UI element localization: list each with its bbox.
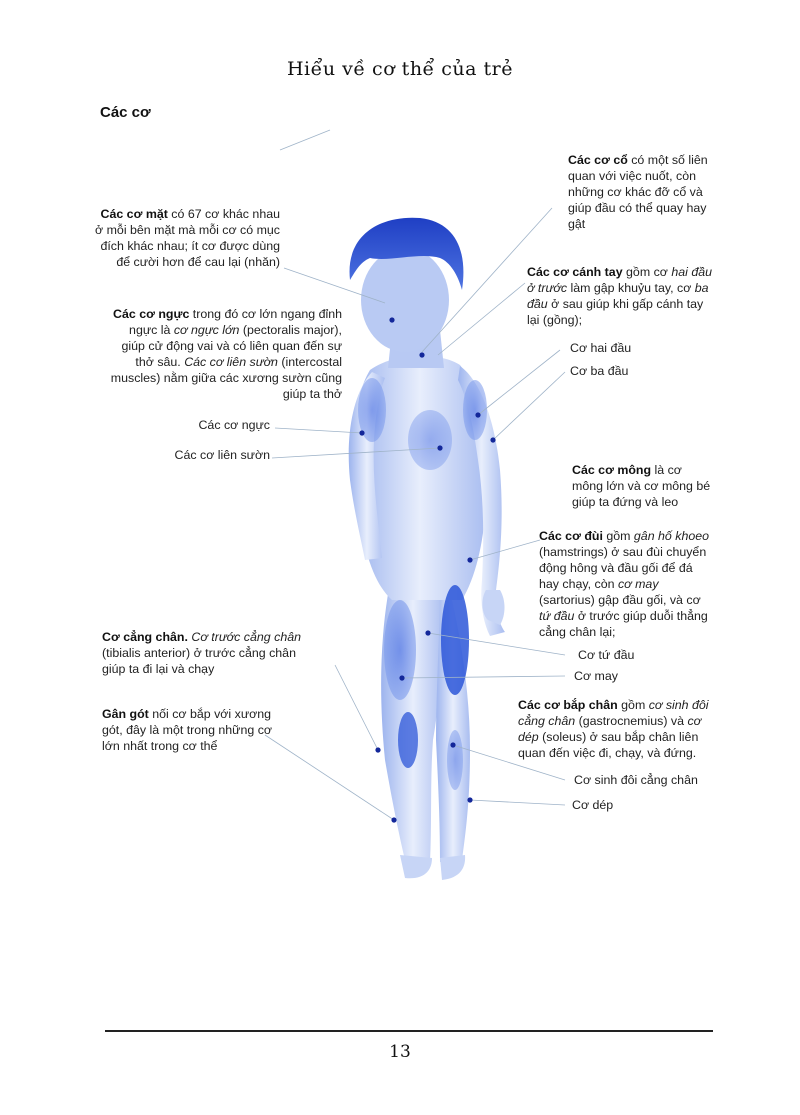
page-number: 13 [389,1042,411,1062]
calf-muscles-note: Các cơ bắp chân gồm cơ sinh đôi cẳng chân (gastrocnemius) và cơ dép (soleus) ở sau bắp chân liên quan đến việc đi, chạy, và đứng. [518,698,709,760]
label-pectoral: Các cơ ngực [198,418,270,432]
right-leg [381,560,445,862]
section-heading: Các cơ [100,104,151,121]
heel-tendon-note: Gân gót nối cơ bắp với xương gót, đây là một trong những cơ lớn nhất trong cơ thể [102,707,273,753]
calf-muscle-left [447,730,463,790]
feet [400,855,465,880]
label-quadriceps: Cơ tứ đầu [578,648,635,662]
page-title: Hiểu về cơ thể của trẻ [286,58,513,80]
neck-muscles-note: Các cơ cổ có một số liên quan với việc nuốt, còn những cơ khác đỡ cổ và giúp đầu có thể quay hay gật [568,153,708,231]
arm-muscles-note: Các cơ cánh tay gồm cơ hai đầu ở trước làm gập khuỷu tay, cơ ba đầu ở sau giúp khi gấp cánh tay lại (gồng); [527,265,713,327]
biceps-muscle [463,380,487,440]
label-intercostal: Các cơ liên sườn [174,448,270,462]
thigh-muscles-note: Các cơ đùi gồm gân hố khoeo (hamstrings) ở sau đùi chuyển động hông và đầu gối để đá hay chạy, còn cơ may (sartorius) gập đầu gối, và cơ tứ đầu ở trước giúp duỗi thẳng cẳng chân lại; [539,529,710,639]
label-sartorius: Cơ may [574,669,618,683]
glute-muscles-note: Các cơ mông là cơ mông lớn và cơ mông bé giúp ta đứng và leo [572,463,711,509]
label-soleus: Cơ dép [572,798,614,812]
face-muscles-note: Các cơ mặt có 67 cơ khác nhau ở mỗi bên mặt mà mỗi cơ có mục đích khác nhau; ít cơ được dùng để cười hơn để cau lại (nhăn) [95,207,280,269]
label-biceps: Cơ hai đầu [570,341,632,355]
thigh-muscle-right [384,600,416,700]
calf-muscle [398,712,418,768]
label-triceps: Cơ ba đầu [570,364,629,378]
shin-muscles-note: Cơ cẳng chân. Cơ trước cẳng chân (tibialis anterior) ở trước cẳng chân giúp ta đi lại và chạy [102,630,301,676]
chest-muscles-note: Các cơ ngực trong đó cơ lớn ngang đỉnh ngực là cơ ngực lớn (pectoralis major), giúp cử động vai và có liên quan đến sự thở sâu. Các cơ liên sườn (intercostal muscles) nằm giữa các xương sườn cũng giúp ta thở [110,307,342,401]
quadriceps-muscle [441,585,469,695]
footer-rule [105,1030,713,1032]
label-gastrocnemius: Cơ sinh đôi cẳng chân [574,773,698,787]
intercostal-muscle [408,410,452,470]
